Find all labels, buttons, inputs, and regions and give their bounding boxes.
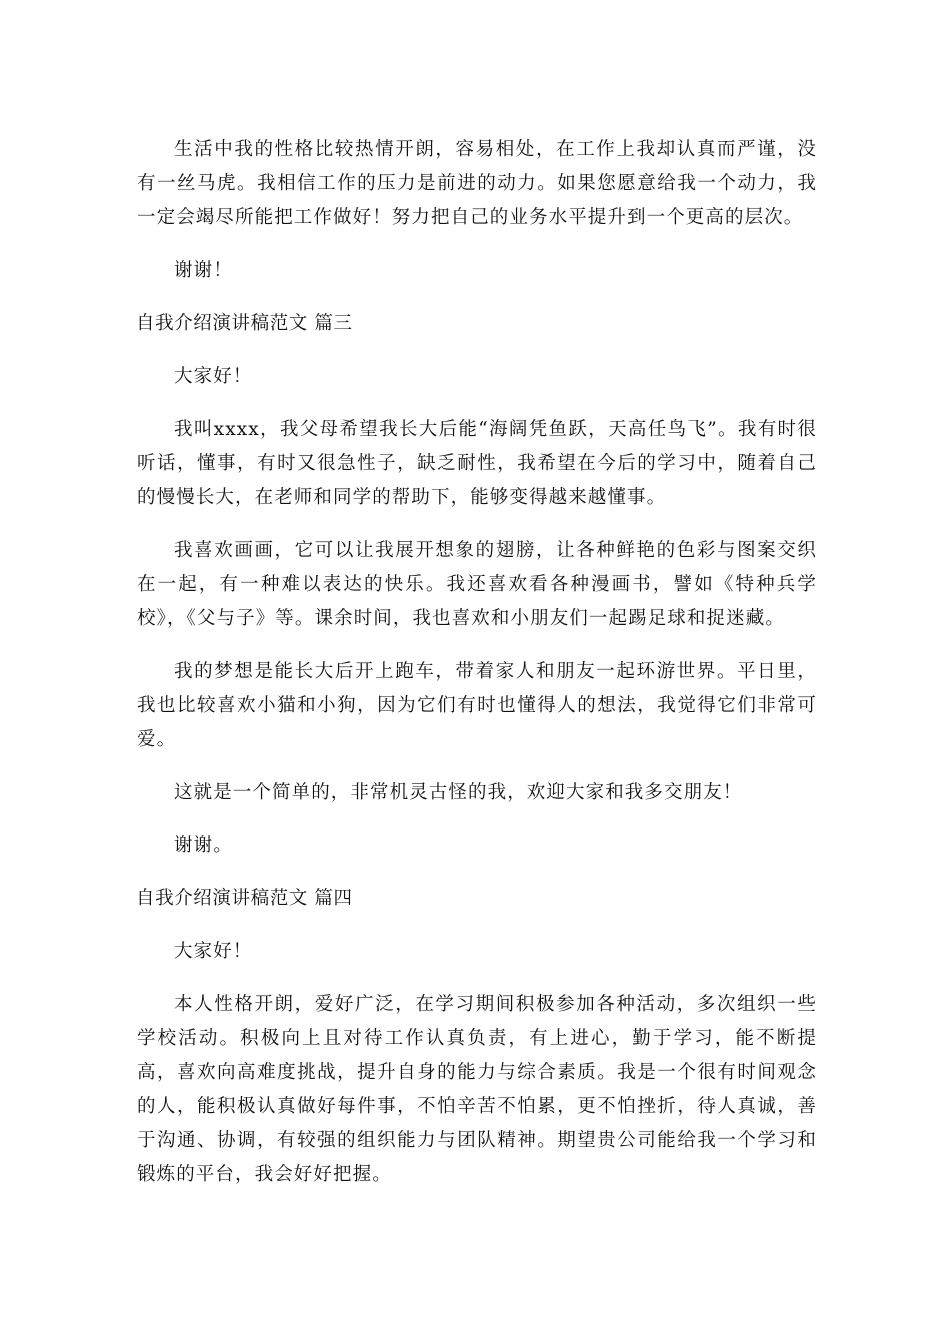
section-heading-part-4: 自我介绍演讲稿范文 篇四: [136, 888, 353, 909]
paragraph-thanks-2: 谢谢。: [174, 835, 233, 856]
section-heading-part-3: 自我介绍演讲稿范文 篇三: [136, 313, 353, 334]
paragraph-closing: 这就是一个简单的，非常机灵古怪的我，欢迎大家和我多交朋友！: [174, 782, 743, 803]
paragraph-hobbies: 我喜欢画画，它可以让我展开想象的翅膀，让各种鲜艳的色彩与图案交织在一起，有一种难以表达的快乐。我还喜欢看各种漫画书，譬如《特种兵学校》，《父与子》等。课余时间，我也喜欢和小朋友们一起踢足球和捉迷藏。: [137, 540, 817, 629]
paragraph-greeting-1: 大家好！: [174, 366, 253, 387]
paragraph-personality: 生活中我的性格比较热情开朗，容易相处，在工作上我却认真而严谨，没有一丝马虎。我相信工作的压力是前进的动力。如果您愿意给我一个动力，我一定会竭尽所能把工作做好！努力把自己的业务水平提升到一个更高的层次。: [137, 139, 817, 228]
paragraph-greeting-2: 大家好！: [174, 941, 253, 962]
document-body: [137, 133, 817, 1192]
paragraph-self-description: 本人性格开朗，爱好广泛，在学习期间积极参加各种活动，多次组织一些学校活动。积极向上且对待工作认真负责，有上进心，勤于学习，能不断提高，喜欢向高难度挑战，提升自身的能力与综合素质。我是一个很有时间观念的人，能积极认真做好每件事，不怕辛苦不怕累，更不怕挫折，待人真诚，善于沟通、协调，有较强的组织能力与团队精神。期望贵公司能给我一个学习和锻炼的平台，我会好好把握。: [137, 994, 817, 1185]
paragraph-thanks-1: 谢谢！: [174, 260, 233, 281]
paragraph-name-intro: 我叫xxxx，我父母希望我长大后能“海阔凭鱼跃，天高任鸟飞”。我有时很听话，懂事，有时又很急性子，缺乏耐性，我希望在今后的学习中，随着自己的慢慢长大，在老师和同学的帮助下，能够变得越来越懂事。: [137, 419, 817, 508]
paragraph-dream: 我的梦想是能长大后开上跑车，带着家人和朋友一起环游世界。平日里，我也比较喜欢小猫和小狗，因为它们有时也懂得人的想法，我觉得它们非常可爱。: [137, 661, 817, 750]
